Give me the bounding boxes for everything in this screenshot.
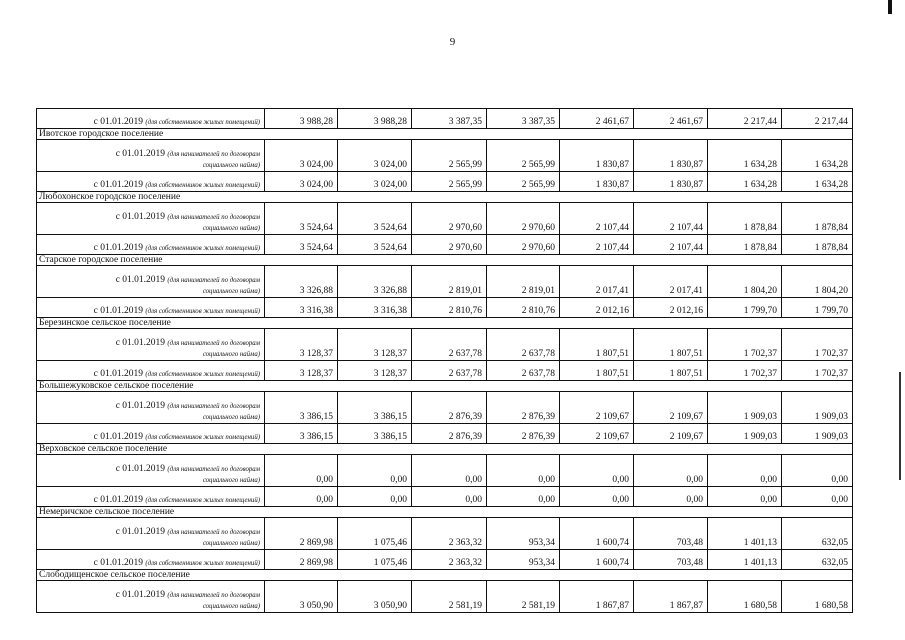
row-label <box>37 172 265 192</box>
value-cell: 0,00 <box>487 487 560 507</box>
owners-note: (для собственников жилых помещений) <box>145 371 260 378</box>
owners-note: (для собственников жилых помещений) <box>145 182 260 189</box>
tenants-note-line2: социального найма) <box>202 162 260 169</box>
tenants-note-line2: социального найма) <box>202 603 260 610</box>
owners-row <box>37 361 853 381</box>
value-cell: 2 107,44 <box>634 235 708 255</box>
value-cell: 2 012,16 <box>634 298 708 318</box>
value-cell: 1 909,03 <box>782 424 853 444</box>
tenants-note-line1: (для нанимателей по договорам <box>167 466 260 473</box>
value-cell: 2 109,67 <box>634 392 708 424</box>
tenants-note-line1: (для нанимателей по договорам <box>167 277 260 284</box>
value-cell: 0,00 <box>708 487 782 507</box>
value-cell: 3 024,00 <box>338 140 412 172</box>
value-cell: 2 109,67 <box>634 424 708 444</box>
settlement-name: Верховское сельское поселение <box>37 444 853 455</box>
date-label: с 01.01.2019 <box>115 338 166 348</box>
value-cell: 3 024,00 <box>338 172 412 192</box>
value-cell: 0,00 <box>265 487 338 507</box>
value-cell: 953,34 <box>487 518 560 550</box>
value-cell: 3 524,64 <box>338 235 412 255</box>
value-cell: 2 217,44 <box>708 109 782 129</box>
row-label <box>37 140 265 172</box>
value-cell: 953,34 <box>487 550 560 570</box>
value-cell: 2 637,78 <box>487 329 560 361</box>
row-label <box>37 487 265 507</box>
tenants-row <box>37 518 853 550</box>
value-cell: 1 878,84 <box>782 235 853 255</box>
value-cell: 3 387,35 <box>412 109 487 129</box>
value-cell: 2 461,67 <box>634 109 708 129</box>
settlement-name: Слободищенское сельское поселение <box>37 570 853 581</box>
tenants-note-line1: (для нанимателей по договорам <box>167 403 260 410</box>
date-label: с 01.01.2019 <box>93 432 143 442</box>
tenants-row <box>37 581 853 613</box>
tenants-note-line2: социального найма) <box>202 288 260 295</box>
tenants-row <box>37 266 853 298</box>
row-label <box>37 203 265 235</box>
value-cell: 1 804,20 <box>782 266 853 298</box>
value-cell: 0,00 <box>782 487 853 507</box>
row-label <box>37 109 265 129</box>
value-cell: 2 970,60 <box>412 203 487 235</box>
section-row <box>37 318 853 329</box>
value-cell: 3 988,28 <box>265 109 338 129</box>
date-label: с 01.01.2019 <box>115 464 166 474</box>
corner-mark <box>888 0 892 14</box>
value-cell: 1 600,74 <box>560 550 634 570</box>
date-label: с 01.01.2019 <box>93 558 143 568</box>
value-cell: 2 581,19 <box>412 581 487 613</box>
settlement-name: Старское городское поселение <box>37 255 853 266</box>
value-cell: 3 128,37 <box>265 329 338 361</box>
section-row <box>37 129 853 140</box>
owners-row <box>37 298 853 318</box>
section-row <box>37 570 853 581</box>
value-cell: 3 326,88 <box>338 266 412 298</box>
value-cell: 1 878,84 <box>708 203 782 235</box>
value-cell: 2 017,41 <box>560 266 634 298</box>
value-cell: 3 050,90 <box>338 581 412 613</box>
date-label: с 01.01.2019 <box>93 369 143 379</box>
tenants-row <box>37 392 853 424</box>
value-cell: 2 876,39 <box>487 424 560 444</box>
value-cell: 1 807,51 <box>634 329 708 361</box>
value-cell: 1 075,46 <box>338 518 412 550</box>
value-cell: 0,00 <box>708 455 782 487</box>
row-label <box>37 329 265 361</box>
value-cell: 1 830,87 <box>560 140 634 172</box>
value-cell: 0,00 <box>338 455 412 487</box>
value-cell: 1 702,37 <box>708 329 782 361</box>
value-cell: 2 819,01 <box>412 266 487 298</box>
value-cell: 3 524,64 <box>338 203 412 235</box>
date-label: с 01.01.2019 <box>115 590 166 600</box>
row-label <box>37 581 265 613</box>
tariff-table <box>36 108 853 613</box>
value-cell: 1 401,13 <box>708 518 782 550</box>
value-cell: 2 012,16 <box>560 298 634 318</box>
tenants-note-line2: социального найма) <box>202 477 260 484</box>
edge-scan-mark <box>899 372 901 480</box>
value-cell: 3 386,15 <box>265 424 338 444</box>
value-cell: 2 109,67 <box>560 392 634 424</box>
value-cell: 703,48 <box>634 550 708 570</box>
value-cell: 1 867,87 <box>634 581 708 613</box>
value-cell: 1 867,87 <box>560 581 634 613</box>
value-cell: 3 128,37 <box>338 361 412 381</box>
tenants-note-line2: социального найма) <box>202 351 260 358</box>
owners-note: (для собственников жилых помещений) <box>145 245 260 252</box>
value-cell: 3 316,38 <box>338 298 412 318</box>
row-label <box>37 392 265 424</box>
value-cell: 2 810,76 <box>487 298 560 318</box>
owners-row <box>37 424 853 444</box>
section-row <box>37 444 853 455</box>
value-cell: 0,00 <box>487 455 560 487</box>
owners-note: (для собственников жилых помещений) <box>145 308 260 315</box>
value-cell: 1 680,58 <box>782 581 853 613</box>
row-label <box>37 298 265 318</box>
owners-row <box>37 487 853 507</box>
value-cell: 632,05 <box>782 550 853 570</box>
value-cell: 0,00 <box>338 487 412 507</box>
value-cell: 2 107,44 <box>634 203 708 235</box>
date-label: с 01.01.2019 <box>93 180 143 190</box>
value-cell: 1 075,46 <box>338 550 412 570</box>
value-cell: 0,00 <box>412 487 487 507</box>
owners-note: (для собственников жилых помещений) <box>145 560 260 567</box>
value-cell: 2 107,44 <box>560 235 634 255</box>
section-row <box>37 192 853 203</box>
value-cell: 3 326,88 <box>265 266 338 298</box>
value-cell: 1 702,37 <box>708 361 782 381</box>
value-cell: 2 970,60 <box>487 203 560 235</box>
tenants-note-line1: (для нанимателей по договорам <box>167 151 260 158</box>
row-label <box>37 266 265 298</box>
tenants-note-line1: (для нанимателей по договорам <box>167 529 260 536</box>
tenants-note-line1: (для нанимателей по договорам <box>167 340 260 347</box>
value-cell: 1 830,87 <box>634 172 708 192</box>
value-cell: 2 107,44 <box>560 203 634 235</box>
row-label <box>37 518 265 550</box>
settlement-name: Большежуковское сельское поселение <box>37 381 853 392</box>
tenants-row <box>37 203 853 235</box>
tenants-note-line1: (для нанимателей по договорам <box>167 592 260 599</box>
date-label: с 01.01.2019 <box>93 117 143 127</box>
row-label <box>37 455 265 487</box>
table-row <box>37 109 853 129</box>
value-cell: 2 363,32 <box>412 550 487 570</box>
tenants-note-line2: социального найма) <box>202 540 260 547</box>
value-cell: 1 634,28 <box>782 140 853 172</box>
value-cell: 2 363,32 <box>412 518 487 550</box>
value-cell: 0,00 <box>634 487 708 507</box>
owners-note: (для собственников жилых помещений) <box>145 497 260 504</box>
value-cell: 1 634,28 <box>708 140 782 172</box>
value-cell: 1 830,87 <box>634 140 708 172</box>
section-row <box>37 507 853 518</box>
row-label <box>37 424 265 444</box>
tenants-row <box>37 455 853 487</box>
value-cell: 2 819,01 <box>487 266 560 298</box>
value-cell: 3 386,15 <box>265 392 338 424</box>
value-cell: 3 386,15 <box>338 424 412 444</box>
date-label: с 01.01.2019 <box>115 527 166 537</box>
value-cell: 1 634,28 <box>782 172 853 192</box>
value-cell: 1 830,87 <box>560 172 634 192</box>
date-label: с 01.01.2019 <box>115 401 166 411</box>
value-cell: 2 017,41 <box>634 266 708 298</box>
value-cell: 2 217,44 <box>782 109 853 129</box>
value-cell: 1 909,03 <box>708 392 782 424</box>
owners-note: (для собственников жилых помещений) <box>145 434 260 441</box>
value-cell: 2 970,60 <box>487 235 560 255</box>
value-cell: 3 524,64 <box>265 235 338 255</box>
value-cell: 1 807,51 <box>634 361 708 381</box>
date-label: с 01.01.2019 <box>115 212 166 222</box>
value-cell: 1 807,51 <box>560 329 634 361</box>
date-label: с 01.01.2019 <box>93 243 143 253</box>
value-cell: 1 878,84 <box>782 203 853 235</box>
date-label: с 01.01.2019 <box>93 306 143 316</box>
settlement-name: Ивотское городское поселение <box>37 129 853 140</box>
settlement-name: Любохонское городское поселение <box>37 192 853 203</box>
page-number: 9 <box>449 36 456 48</box>
value-cell: 0,00 <box>265 455 338 487</box>
value-cell: 2 970,60 <box>412 235 487 255</box>
owners-row <box>37 235 853 255</box>
value-cell: 2 637,78 <box>412 329 487 361</box>
row-label <box>37 550 265 570</box>
value-cell: 1 600,74 <box>560 518 634 550</box>
value-cell: 2 565,99 <box>487 172 560 192</box>
owners-row <box>37 172 853 192</box>
value-cell: 1 804,20 <box>708 266 782 298</box>
value-cell: 1 807,51 <box>560 361 634 381</box>
date-label: с 01.01.2019 <box>115 149 166 159</box>
value-cell: 2 637,78 <box>487 361 560 381</box>
value-cell: 2 876,39 <box>487 392 560 424</box>
value-cell: 3 050,90 <box>265 581 338 613</box>
value-cell: 1 909,03 <box>782 392 853 424</box>
value-cell: 2 565,99 <box>412 140 487 172</box>
value-cell: 1 702,37 <box>782 361 853 381</box>
date-label: с 01.01.2019 <box>115 275 166 285</box>
value-cell: 2 810,76 <box>412 298 487 318</box>
value-cell: 0,00 <box>412 455 487 487</box>
row-label <box>37 361 265 381</box>
value-cell: 1 909,03 <box>708 424 782 444</box>
owners-row <box>37 550 853 570</box>
value-cell: 1 401,13 <box>708 550 782 570</box>
value-cell: 1 702,37 <box>782 329 853 361</box>
row-label <box>37 235 265 255</box>
value-cell: 3 316,38 <box>265 298 338 318</box>
value-cell: 632,05 <box>782 518 853 550</box>
tenants-note-line2: социального найма) <box>202 414 260 421</box>
value-cell: 3 128,37 <box>338 329 412 361</box>
value-cell: 2 461,67 <box>560 109 634 129</box>
tenants-note-line2: социального найма) <box>202 225 260 232</box>
owners-note: (для собственников жилых помещений) <box>145 119 260 126</box>
value-cell: 3 128,37 <box>265 361 338 381</box>
value-cell: 3 386,15 <box>338 392 412 424</box>
value-cell: 3 024,00 <box>265 172 338 192</box>
tenants-row <box>37 329 853 361</box>
value-cell: 2 876,39 <box>412 392 487 424</box>
value-cell: 0,00 <box>782 455 853 487</box>
table-body <box>37 109 853 613</box>
value-cell: 1 799,70 <box>782 298 853 318</box>
section-row <box>37 381 853 392</box>
value-cell: 1 680,58 <box>708 581 782 613</box>
value-cell: 3 024,00 <box>265 140 338 172</box>
value-cell: 2 637,78 <box>412 361 487 381</box>
value-cell: 0,00 <box>634 455 708 487</box>
value-cell: 2 876,39 <box>412 424 487 444</box>
value-cell: 1 634,28 <box>708 172 782 192</box>
settlement-name: Березинское сельское поселение <box>37 318 853 329</box>
value-cell: 0,00 <box>560 455 634 487</box>
value-cell: 2 109,67 <box>560 424 634 444</box>
value-cell: 2 565,99 <box>487 140 560 172</box>
value-cell: 0,00 <box>560 487 634 507</box>
date-label: с 01.01.2019 <box>93 495 143 505</box>
tenants-row <box>37 140 853 172</box>
tenants-note-line1: (для нанимателей по договорам <box>167 214 260 221</box>
section-row <box>37 255 853 266</box>
value-cell: 3 387,35 <box>487 109 560 129</box>
value-cell: 2 869,98 <box>265 518 338 550</box>
value-cell: 3 524,64 <box>265 203 338 235</box>
value-cell: 1 799,70 <box>708 298 782 318</box>
value-cell: 2 565,99 <box>412 172 487 192</box>
settlement-name: Немеричское сельское поселение <box>37 507 853 518</box>
value-cell: 1 878,84 <box>708 235 782 255</box>
value-cell: 2 869,98 <box>265 550 338 570</box>
value-cell: 2 581,19 <box>487 581 560 613</box>
value-cell: 3 988,28 <box>338 109 412 129</box>
value-cell: 703,48 <box>634 518 708 550</box>
